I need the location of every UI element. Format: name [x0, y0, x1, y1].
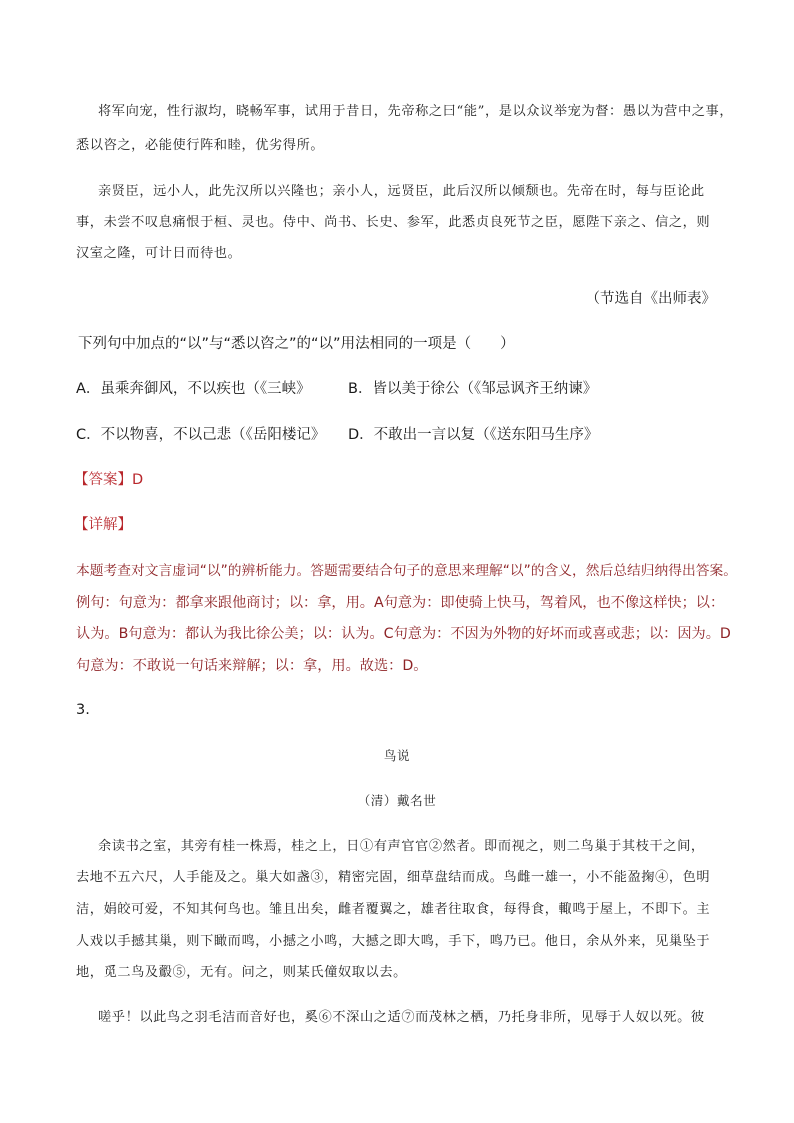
passage-line: 人戏以手撼其巢，则下瞰而鸣，小撼之小鸣，大撼之即大鸣，手下，鸣乃已。他日，余从外来，见巢坠于 — [76, 934, 711, 949]
explanation-label: 【详解】 — [74, 517, 132, 533]
passage-line: 地，觅二鸟及鷇⑤，无有。问之，则某氏僮奴取以去。 — [76, 965, 407, 980]
passage-line: 将军向宠，性行淑均，晓畅军事，试用于昔日，先帝称之曰“能”，是以众议举宠为督：愚以为营中之事， — [98, 104, 734, 119]
explanation-line: 例句：句意为：都拿来跟他商讨；以：拿，用。A句意为：即使骑上快马，驾着风，也不像这样快；以： — [76, 595, 725, 611]
answer-row — [74, 468, 143, 489]
answer-label: 【答案】 — [74, 472, 132, 488]
passage-line: 嗟乎！以此鸟之羽毛洁而音好也，奚⑥不深山之适⑦而茂林之栖，乃托身非所，见辱于人奴以死。彼 — [98, 1010, 705, 1025]
passage-line: 余读书之室，其旁有桂一株焉，桂之上，日①有声官官②然者。即而视之，则二鸟巢于其枝干之间， — [98, 839, 705, 854]
passage-line: 洁，娟皎可爱，不知其何鸟也。雏且出矣，雌者覆翼之，雄者往取食，每得食，輙鸣于屋上，不即下。主 — [76, 902, 711, 917]
explanation-line: 认为。B句意为：都认为我比徐公美；以：认为。C句意为：不因为外物的好坏而或喜或悲；以：因为。D — [76, 626, 731, 642]
passage-line: 悉以咨之，必能使行阵和睦，优劣得所。 — [76, 138, 325, 153]
passage-line: 亲贤臣，远小人，此先汉所以兴隆也；亲小人，远贤臣，此后汉所以倾颓也。先帝在时，每与臣论此 — [98, 184, 705, 199]
passage-source: （节选自《出师表》 — [585, 291, 716, 307]
passage-line: 汉室之隆，可计日而待也。 — [76, 246, 242, 261]
answer-value: D — [132, 472, 144, 488]
explanation-line: 本题考查对文言虚词“以”的辨析能力。答题需要结合句子的意思来理解“以”的含义，然后总结归纳得出答案。 — [76, 563, 737, 579]
option-b: B．皆以美于徐公（《邹忌讽齐王纳谏》 — [348, 381, 598, 397]
option-c: C．不以物喜，不以己悲（《岳阳楼记》 — [76, 427, 326, 443]
question-stem: 下列句中加点的“以”与“悉以咨之”的“以”用法相同的一项是（ ） — [78, 336, 515, 352]
passage-line: 事，未尝不叹息痛恨于桓、灵也。侍中、尚书、长史、参军，此悉贞良死节之臣，愿陛下亲之、信之，则 — [76, 215, 711, 230]
question-number: 3. — [76, 702, 90, 718]
option-a: A．虽乘奔御风，不以疾也（《三峡》 — [76, 381, 311, 397]
passage-line: 去地不五六尺，人手能及之。巢大如盏③，精密完固，细草盘结而成。鸟雌一雄一，小不能盈掬④，色明 — [76, 870, 711, 885]
option-d: D．不敢出一言以复（《送东阳马生序》 — [348, 427, 599, 443]
passage-title: 鸟说 — [383, 748, 411, 763]
explanation-line: 句意为：不敢说一句话来辩解；以：拿，用。故选：D。 — [76, 658, 428, 674]
passage-author: （清）戴名世 — [357, 793, 437, 808]
